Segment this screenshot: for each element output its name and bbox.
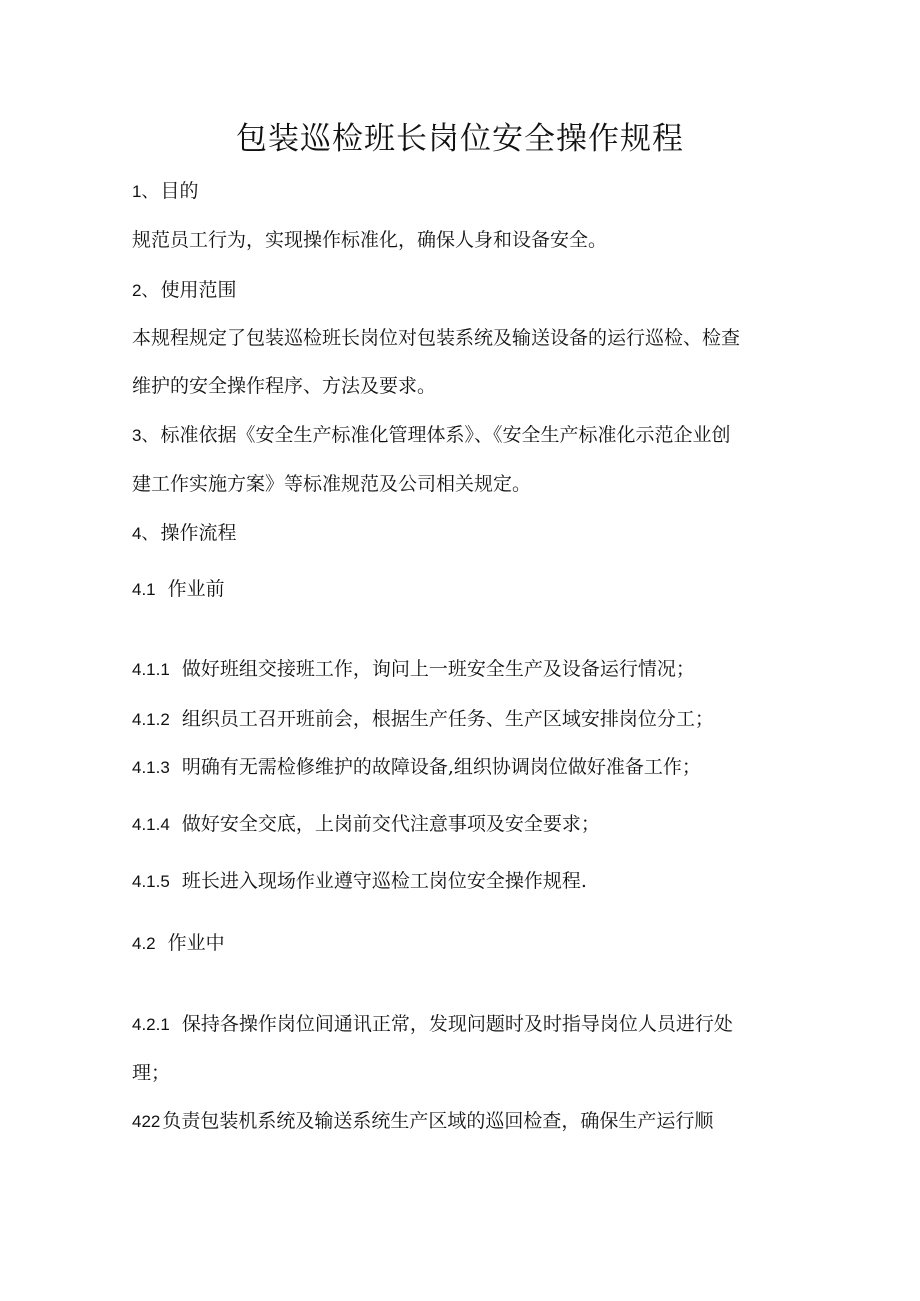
line-text: 做好安全交底，上岗前交代注意事项及安全要求； (181, 813, 600, 835)
paragraph-line (132, 226, 607, 254)
subsection-heading (132, 575, 225, 604)
line-text: 标准依据《安全生产标准化管理体系》、《安全生产标准化示范企业创 (160, 424, 731, 446)
line-number: 4.1.5 (132, 872, 170, 891)
line-text: 组织员工召开班前会，根据生产任务、生产区域安排岗位分工； (181, 708, 714, 730)
line-number: 4.1.1 (132, 660, 170, 679)
list-item (132, 1010, 733, 1039)
line-number: 4.2 (132, 934, 156, 953)
paragraph-line (132, 324, 740, 352)
section-heading-purpose (132, 177, 198, 206)
list-item (132, 1107, 713, 1136)
list-item (132, 753, 701, 782)
line-text: 本规程规定了包装巡检班长岗位对包装系统及输送设备的运行巡检、检查 (132, 327, 741, 349)
line-number: 4.1.3 (132, 758, 170, 777)
line-number: 422 (132, 1112, 161, 1131)
line-text: 维护的安全操作程序、方法及要求。 (132, 375, 437, 397)
list-item (132, 867, 587, 896)
line-text: 明确有无需检修维护的故障设备,组织协调岗位做好准备工作； (181, 756, 701, 778)
line-number: 2、 (132, 281, 159, 300)
subsection-heading (132, 929, 225, 958)
line-text: 操作流程 (160, 522, 237, 544)
document-title: 包装巡检班长岗位安全操作规程 (236, 121, 684, 157)
line-number: 4.1.2 (132, 710, 170, 729)
line-number: 4、 (132, 524, 159, 543)
line-text: 保持各操作岗位间通讯正常，发现问题时及时指导岗位人员进行处 (181, 1013, 733, 1035)
line-text: 作业前 (167, 578, 225, 600)
list-item (132, 810, 600, 839)
line-text: 目的 (160, 180, 199, 202)
line-number: 4.1.4 (132, 815, 170, 834)
line-number: 4.1 (132, 580, 156, 599)
list-item (132, 705, 714, 734)
paragraph-line (132, 1059, 170, 1087)
line-text: 使用范围 (160, 279, 237, 301)
line-text: 理； (132, 1062, 171, 1084)
section-heading-procedure (132, 519, 236, 548)
line-text: 做好班组交接班工作，询问上一班安全生产及设备运行情况； (181, 658, 695, 680)
line-text: 班长进入现场作业遵守巡检工岗位安全操作规程. (181, 870, 587, 892)
line-text: 建工作实施方案》等标准规范及公司相关规定。 (132, 473, 532, 495)
line-number: 4.2.1 (132, 1015, 170, 1034)
line-text: 规范员工行为，实现操作标准化，确保人身和设备安全。 (132, 229, 608, 251)
line-number: 3、 (132, 426, 159, 445)
line-text: 作业中 (167, 932, 225, 954)
line-text: 负责包装机系统及输送系统生产区域的巡回检查，确保生产运行顺 (162, 1110, 714, 1132)
paragraph-line (132, 470, 531, 498)
line-number: 1、 (132, 182, 159, 201)
section-heading-scope (132, 276, 236, 305)
list-item (132, 655, 695, 684)
section-heading-basis (132, 421, 730, 450)
paragraph-line (132, 372, 436, 400)
